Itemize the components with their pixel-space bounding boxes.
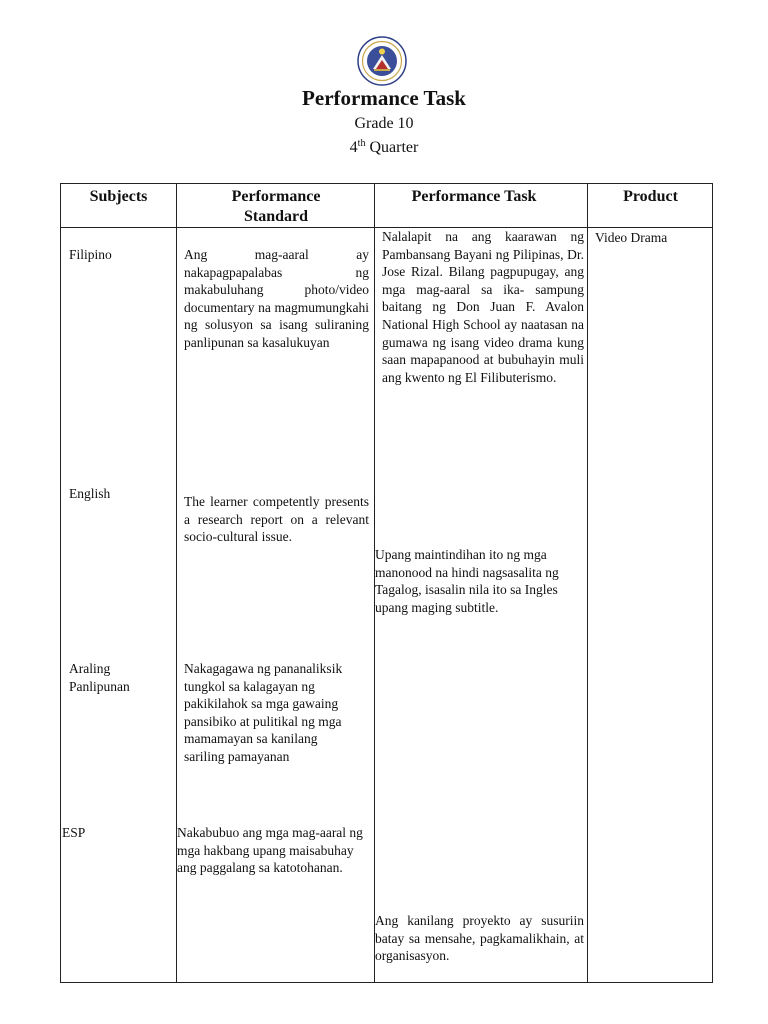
subject-esp: ESP <box>62 825 86 840</box>
task-esp: Ang kanilang proyekto ay susuriin batay sa mensahe, pagkamalikhain, at organisasyon. <box>375 913 584 964</box>
product-filipino: Video Drama <box>595 230 668 245</box>
column-header-subjects: Subjects <box>89 188 148 205</box>
performance-task-table <box>60 183 713 983</box>
page-title: Performance Task <box>302 86 466 110</box>
column-header-product: Product <box>623 188 678 205</box>
standard-esp: Nakabubuo ang mga mag-aaral ng mga hakbang upang maisabuhay ang paggalang sa katotohanan. <box>177 825 363 876</box>
standard-filipino: Ang mag-aaral ay nakapagpapalabas ng makabuluhang photo/video documentary na magmumungkahi ng solusyon sa isang suliraning panlipunan sa kasalukuyan <box>184 247 369 350</box>
deped-seal-logo <box>357 36 407 86</box>
task-filipino: Nalalapit na ang kaarawan ng Pambansang Bayani ng Pilipinas, Dr. Jose Rizal. Bilang pagpupugay, ang mga mag-aaral sa ika- sampung baitang ng Don Juan F. Avalon National High School ay naatasan na gumawa ng isang video drama kung saan mapapanood at bubuhayin muli ang kwento ng El Filibuterismo. <box>382 229 584 385</box>
standard-english: The learner competently presents a research report on a relevant socio-cultural issue. <box>184 494 369 545</box>
quarter-number: 4 <box>349 139 358 156</box>
grade-level: Grade 10 <box>354 115 414 132</box>
column-divider <box>587 184 588 982</box>
standard-araling-panlipunan: Nakagagawa ng pananaliksik tungkol sa kalagayan ng pakikilahok sa mga gawaing pansibiko at pulitikal ng mga mamamayan sa kanilang sariling pamayanan <box>184 661 343 764</box>
task-english: Upang maintindihan ito ng mga manonood na hindi nagsasalita ng Tagalog, isasalin nila ito sa Ingles upang maging subtitle. <box>375 547 559 615</box>
quarter-suffix: th <box>357 138 366 149</box>
quarter-label <box>0 139 768 157</box>
subject-filipino: Filipino <box>69 247 112 262</box>
subject-english: English <box>69 486 111 501</box>
quarter-word: Quarter <box>369 139 419 156</box>
column-header-performance-standard: Performance Standard <box>231 188 321 225</box>
subject-araling-panlipunan: Araling Panlipunan <box>69 661 130 694</box>
column-header-performance-task: Performance Task <box>411 188 537 205</box>
